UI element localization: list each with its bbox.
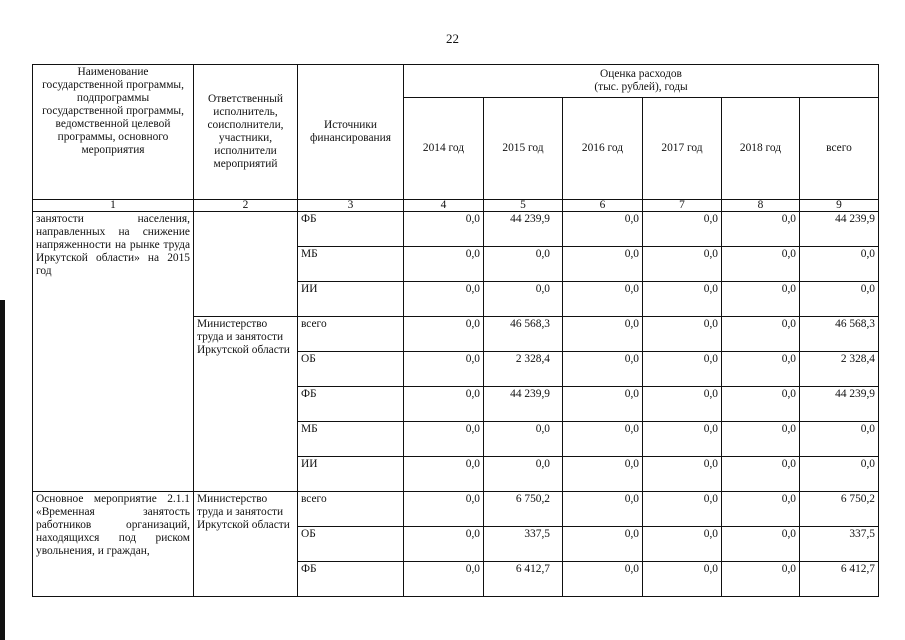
year-value-cell: 0,0 (722, 352, 800, 387)
header-year: 2018 год (722, 98, 800, 200)
column-number: 2 (194, 200, 298, 212)
year-value-cell: 0,0 (643, 317, 722, 352)
budget-table (32, 64, 879, 597)
year-value-cell: 0,0 (404, 352, 484, 387)
header-cost-estimate (404, 65, 879, 98)
year-value-cell: 337,5 (484, 527, 563, 562)
column-number: 6 (563, 200, 643, 212)
year-value-cell: 0,0 (643, 562, 722, 597)
funding-source-cell: ИИ (298, 457, 404, 492)
total-value-cell: 44 239,9 (800, 212, 879, 247)
year-value-cell: 0,0 (404, 422, 484, 457)
year-value-cell: 0,0 (643, 247, 722, 282)
year-value-cell: 0,0 (643, 212, 722, 247)
column-number: 5 (484, 200, 563, 212)
year-value-cell: 0,0 (404, 527, 484, 562)
funding-source-cell: МБ (298, 247, 404, 282)
scan-edge-bar (0, 300, 5, 640)
column-number: 4 (404, 200, 484, 212)
year-value-cell: 0,0 (563, 562, 643, 597)
year-value-cell: 0,0 (722, 422, 800, 457)
year-value-cell: 0,0 (722, 212, 800, 247)
year-value-cell: 0,0 (643, 352, 722, 387)
year-value-cell: 6 750,2 (484, 492, 563, 527)
column-number: 1 (33, 200, 194, 212)
column-number: 8 (722, 200, 800, 212)
year-value-cell: 0,0 (404, 247, 484, 282)
funding-source-cell: ОБ (298, 527, 404, 562)
total-value-cell: 2 328,4 (800, 352, 879, 387)
funding-source-cell: ИИ (298, 282, 404, 317)
year-value-cell: 0,0 (484, 247, 563, 282)
header-year: 2014 год (404, 98, 484, 200)
header-program-name: Наименование государственной программы, подпрограммы государственной программы, ведомственной целевой программы, основного мероприятия (33, 65, 194, 200)
year-value-cell: 0,0 (722, 247, 800, 282)
year-value-cell: 0,0 (643, 457, 722, 492)
year-value-cell: 0,0 (563, 492, 643, 527)
funding-source-cell: всего (298, 317, 404, 352)
funding-source-cell: МБ (298, 422, 404, 457)
year-value-cell: 0,0 (722, 387, 800, 422)
header-funding-source: Источники финансирования (298, 65, 404, 200)
funding-source-cell: ФБ (298, 212, 404, 247)
year-value-cell: 0,0 (484, 457, 563, 492)
header-year: 2015 год (484, 98, 563, 200)
year-value-cell: 0,0 (722, 317, 800, 352)
estimate-title: Оценка расходов (600, 68, 682, 80)
header-year: 2016 год (563, 98, 643, 200)
year-value-cell: 2 328,4 (484, 352, 563, 387)
year-value-cell: 0,0 (484, 422, 563, 457)
year-value-cell: 0,0 (722, 457, 800, 492)
year-value-cell: 44 239,9 (484, 212, 563, 247)
header-total: всего (800, 98, 879, 200)
total-value-cell: 337,5 (800, 527, 879, 562)
table-body (33, 212, 879, 597)
funding-source-cell: ФБ (298, 562, 404, 597)
year-value-cell: 44 239,9 (484, 387, 563, 422)
year-value-cell: 0,0 (563, 387, 643, 422)
funding-source-cell: всего (298, 492, 404, 527)
program-name-cell: Основное мероприятие 2.1.1 «Временная занятость работников организаций, находящихся под риском увольнения, и граждан, (33, 492, 194, 597)
header-executor: Ответственный исполнитель, соисполнители, участники, исполнители мероприятий (194, 65, 298, 200)
year-value-cell: 6 412,7 (484, 562, 563, 597)
year-value-cell: 0,0 (643, 282, 722, 317)
column-number: 9 (800, 200, 879, 212)
year-value-cell: 0,0 (563, 352, 643, 387)
total-value-cell: 46 568,3 (800, 317, 879, 352)
year-value-cell: 0,0 (643, 492, 722, 527)
total-value-cell: 44 239,9 (800, 387, 879, 422)
page-number: 22 (446, 31, 459, 46)
total-value-cell: 0,0 (800, 422, 879, 457)
year-value-cell: 0,0 (643, 527, 722, 562)
table-row (33, 492, 879, 527)
year-value-cell: 0,0 (563, 457, 643, 492)
year-value-cell: 0,0 (722, 492, 800, 527)
executor-cell (194, 212, 298, 317)
executor-cell: Министерство труда и занятости Иркутской области (194, 317, 298, 492)
funding-source-cell: ФБ (298, 387, 404, 422)
year-value-cell: 0,0 (563, 247, 643, 282)
table-header (33, 65, 879, 212)
year-value-cell: 0,0 (404, 317, 484, 352)
total-value-cell: 6 750,2 (800, 492, 879, 527)
total-value-cell: 0,0 (800, 247, 879, 282)
total-value-cell: 0,0 (800, 457, 879, 492)
year-value-cell: 0,0 (404, 457, 484, 492)
year-value-cell: 0,0 (722, 282, 800, 317)
funding-source-cell: ОБ (298, 352, 404, 387)
year-value-cell: 0,0 (404, 387, 484, 422)
table-row (33, 212, 879, 247)
year-value-cell: 0,0 (722, 562, 800, 597)
year-value-cell: 0,0 (563, 282, 643, 317)
year-value-cell: 0,0 (722, 527, 800, 562)
year-value-cell: 0,0 (404, 562, 484, 597)
year-value-cell: 0,0 (404, 282, 484, 317)
column-number: 7 (643, 200, 722, 212)
year-value-cell: 0,0 (484, 282, 563, 317)
year-value-cell: 0,0 (563, 317, 643, 352)
year-value-cell: 0,0 (643, 387, 722, 422)
total-value-cell: 0,0 (800, 282, 879, 317)
year-value-cell: 46 568,3 (484, 317, 563, 352)
column-number: 3 (298, 200, 404, 212)
year-value-cell: 0,0 (404, 492, 484, 527)
year-value-cell: 0,0 (563, 527, 643, 562)
year-value-cell: 0,0 (643, 422, 722, 457)
estimate-subtitle: (тыс. рублей), годы (594, 81, 688, 93)
year-value-cell: 0,0 (404, 212, 484, 247)
total-value-cell: 6 412,7 (800, 562, 879, 597)
header-year: 2017 год (643, 98, 722, 200)
executor-cell: Министерство труда и занятости Иркутской области (194, 492, 298, 597)
program-name-cell: занятости населения, направленных на снижение напряженности на рынке труда Иркутской области» на 2015 год (33, 212, 194, 492)
year-value-cell: 0,0 (563, 212, 643, 247)
year-value-cell: 0,0 (563, 422, 643, 457)
